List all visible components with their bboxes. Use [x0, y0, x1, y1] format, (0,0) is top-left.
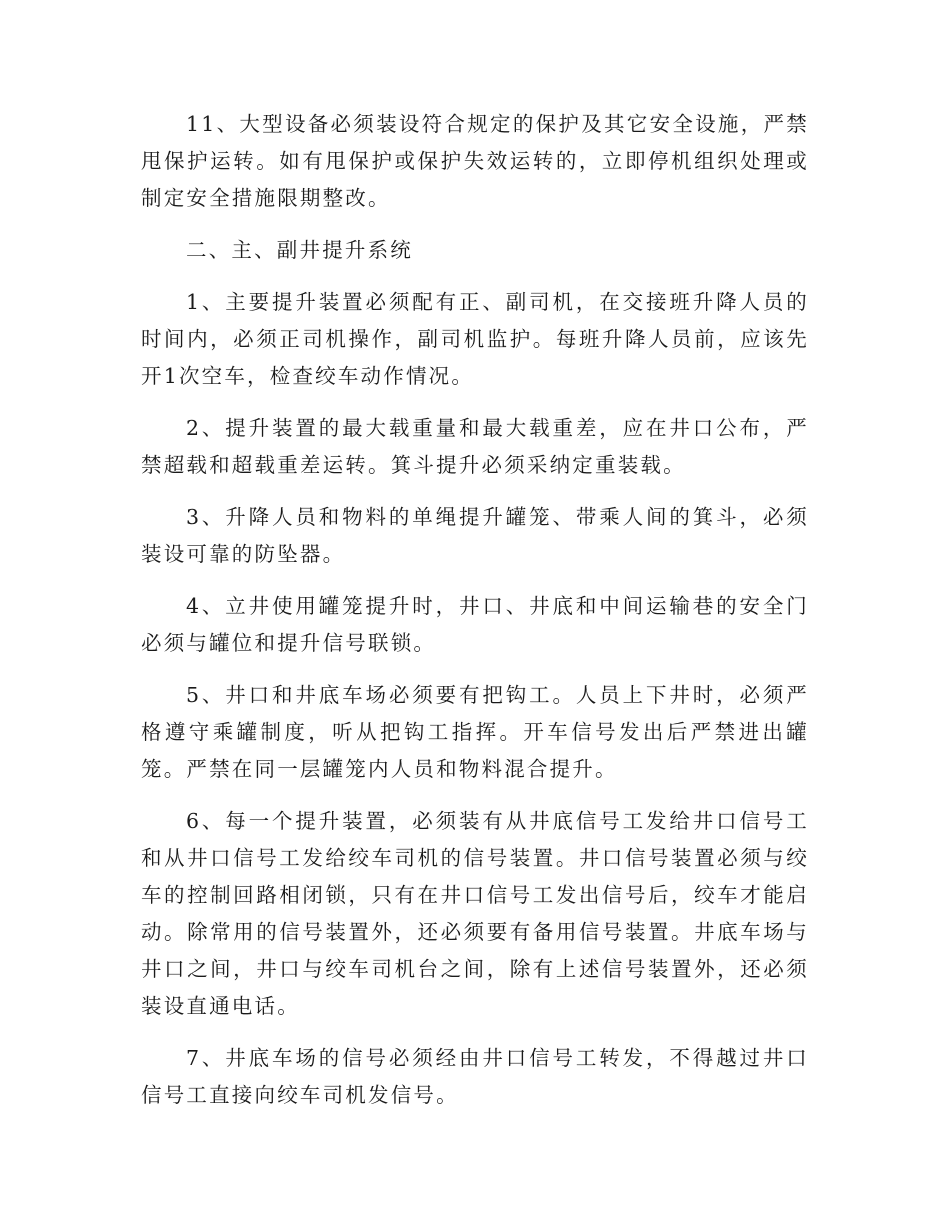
paragraph-item-6: 6、每一个提升装置，必须装有从井底信号工发给井口信号工和从井口信号工发给绞车司机的信号装置。井口信号装置必须与绞车的控制回路相闭锁，只有在井口信号工发出信号后，绞车才能启动。除常用的信号装置外，还必须要有备用信号装置。井底车场与井口之间，井口与绞车司机台之间，除有上述信号装置外，还必须装设直通电话。 [141, 809, 809, 1018]
paragraph-item-3: 3、升降人员和物料的单绳提升罐笼、带乘人间的箕斗，必须装设可靠的防坠器。 [141, 505, 809, 566]
section-heading: 二、主、副井提升系统 [186, 238, 413, 262]
paragraph-item-7: 7、井底车场的信号必须经由井口信号工转发，不得越过井口信号工直接向绞车司机发信号。 [141, 1046, 809, 1107]
paragraph-item-11: 11、大型设备必须装设符合规定的保护及其它安全设施，严禁甩保护运转。如有甩保护或保护失效运转的，立即停机组织处理或制定安全措施限期整改。 [141, 112, 809, 210]
document-body [141, 106, 809, 1129]
paragraph-item-2: 2、提升装置的最大载重量和最大载重差，应在井口公布，严禁超载和超载重差运转。箕斗提升必须采纳定重装载。 [141, 416, 809, 477]
paragraph-item-1: 1、主要提升装置必须配有正、副司机，在交接班升降人员的时间内，必须正司机操作，副司机监护。每班升降人员前，应该先开1次空车，检查绞车动作情况。 [141, 290, 809, 388]
paragraph-item-4: 4、立井使用罐笼提升时，井口、井底和中间运输巷的安全门必须与罐位和提升信号联锁。 [141, 594, 809, 655]
paragraph-item-5: 5、井口和井底车场必须要有把钩工。人员上下井时，必须严格遵守乘罐制度，听从把钩工指挥。开车信号发出后严禁进出罐笼。严禁在同一层罐笼内人员和物料混合提升。 [141, 683, 809, 781]
